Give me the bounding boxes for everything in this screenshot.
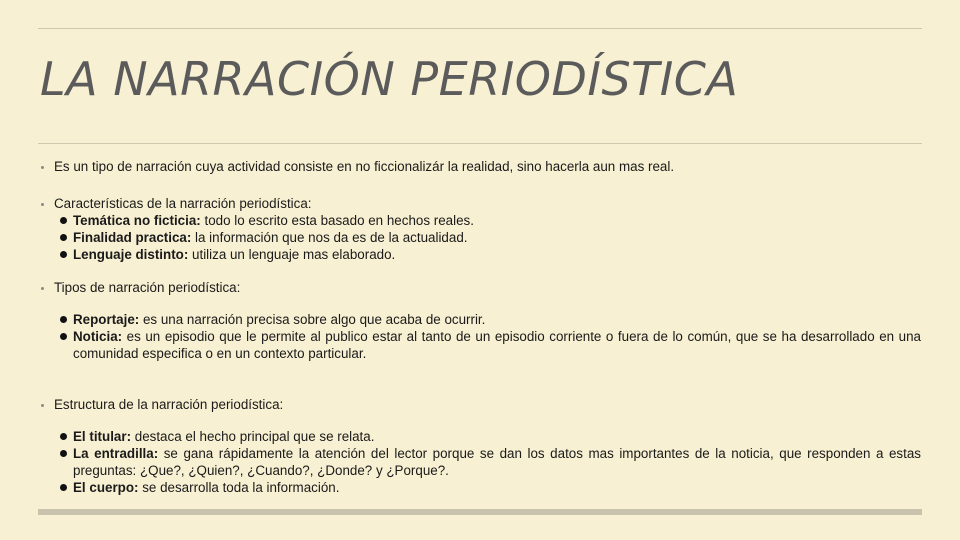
item-term: Lenguaje distinto: <box>73 247 189 262</box>
bullet-dot-icon <box>41 287 44 290</box>
slide-title: LA NARRACIÓN PERIODÍSTICA <box>40 52 739 106</box>
item-desc: destaca el hecho principal que se relata. <box>131 429 375 444</box>
bullet-caracteristicas <box>40 195 921 212</box>
filled-circle-icon <box>60 433 67 440</box>
slide-body <box>40 158 921 496</box>
item-term: Temática no ficticia: <box>73 213 201 228</box>
item-desc: es un episodio que le permite al publico estar al tanto de un episodio corriente o fuera de lo común, que se ha desarrollado en una comunidad especifica o en un contexto particular. <box>73 329 921 361</box>
filled-circle-icon <box>60 484 67 491</box>
filled-circle-icon <box>60 234 67 241</box>
filled-circle-icon <box>60 450 67 457</box>
top-rule <box>38 28 922 29</box>
item-term: El titular: <box>73 429 132 444</box>
item-term: La entradilla: <box>73 446 159 461</box>
bullet-text: Estructura de la narración periodística: <box>54 397 284 412</box>
bottom-bar <box>38 509 922 515</box>
bullet-estructura <box>40 396 921 413</box>
caracteristicas-list <box>40 212 921 263</box>
tipos-list <box>40 311 921 362</box>
item-desc: utiliza un lenguaje mas elaborado. <box>188 247 396 262</box>
item-term: El cuerpo: <box>73 480 139 495</box>
item-desc: la información que nos da es de la actualidad. <box>191 230 468 245</box>
bullet-tipos <box>40 279 921 296</box>
list-item <box>40 229 921 246</box>
filled-circle-icon <box>60 251 67 258</box>
estructura-list <box>40 428 921 496</box>
bullet-definition <box>40 158 921 175</box>
item-term: Reportaje: <box>73 312 140 327</box>
bullet-dot-icon <box>41 203 44 206</box>
list-item <box>40 445 921 479</box>
bullet-text: Es un tipo de narración cuya actividad consiste en no ficcionalizár la realidad, sino hacerla aun mas real. <box>54 159 675 174</box>
item-desc: es una narración precisa sobre algo que acaba de ocurrir. <box>139 312 486 327</box>
bullet-dot-icon <box>41 166 44 169</box>
item-term: Finalidad practica: <box>73 230 192 245</box>
item-desc: se desarrolla toda la información. <box>138 480 340 495</box>
bullet-text: Tipos de narración periodística: <box>54 280 241 295</box>
bullet-dot-icon <box>41 404 44 407</box>
list-item <box>40 311 921 328</box>
list-item <box>40 246 921 263</box>
list-item <box>40 328 921 362</box>
list-item <box>40 428 921 445</box>
filled-circle-icon <box>60 217 67 224</box>
item-desc: todo lo escrito esta basado en hechos reales. <box>200 213 474 228</box>
bullet-text: Características de la narración periodística: <box>54 196 312 211</box>
item-desc: se gana rápidamente la atención del lector porque se dan los datos mas importantes de la noticia, que responden a estas preguntas: ¿Que?, ¿Quien?, ¿Cuando?, ¿Donde? y ¿Porque?. <box>73 446 921 478</box>
item-term: Noticia: <box>73 329 123 344</box>
title-rule <box>38 143 922 144</box>
filled-circle-icon <box>60 316 67 323</box>
list-item <box>40 479 921 496</box>
filled-circle-icon <box>60 333 67 340</box>
list-item <box>40 212 921 229</box>
